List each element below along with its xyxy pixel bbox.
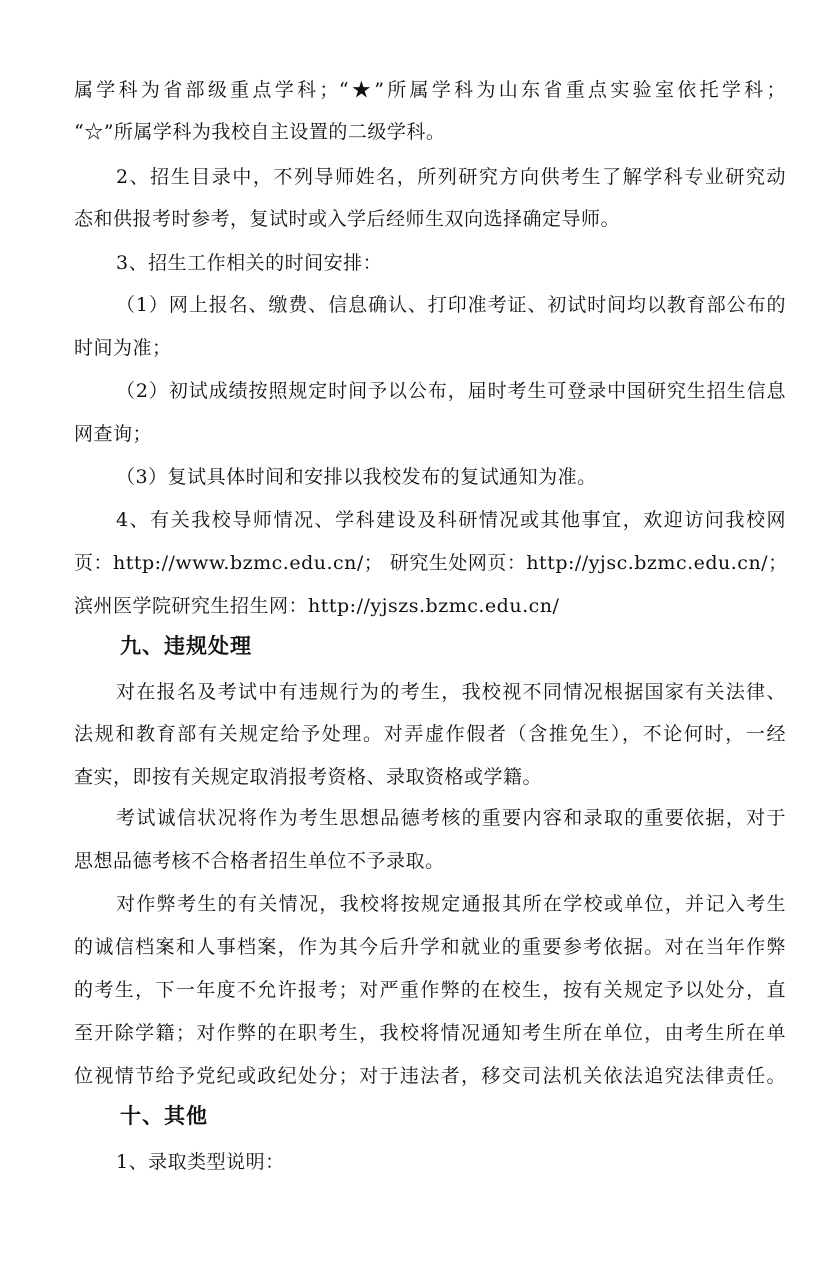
item3-sub1-line-2: 时间为准；: [74, 337, 172, 359]
section10-item1: 1、录取类型说明：: [116, 1151, 285, 1173]
item2-line-1: 2、招生目录中，不列导师姓名，所列研究方向供考生了解学科专业研究动: [116, 166, 786, 188]
section9-para3-line-4: 至开除学籍；对作弊的在职考生，我校将情况通知考生所在单位，由考生所在单: [74, 1022, 786, 1044]
intro-line-2: “☆”所属学科为我校自主设置的二级学科。: [74, 121, 446, 143]
section9-para3-line-3: 的考生，下一年度不允许报考；对严重作弊的在校生，按有关规定予以处分，直: [74, 979, 786, 1001]
item4-line-3: 滨州医学院研究生招生网：http://yjszs.bzmc.edu.cn/: [74, 595, 560, 617]
section9-para3-line-1: 对作弊考生的有关情况，我校将按规定通报其所在学校或单位，并记入考生: [116, 893, 786, 915]
item4-line-2: 页：http://www.bzmc.edu.cn/； 研究生处网页：http://yjsc.bzmc.edu.cn/；: [74, 552, 788, 574]
section9-para2-line-2: 思想品德考核不合格者招生单位不予录取。: [74, 850, 445, 872]
item3-title: 3、招生工作相关的时间安排：: [116, 252, 383, 274]
section9-para3-line-2: 的诚信档案和人事档案，作为其今后升学和就业的重要参考依据。对在当年作弊: [74, 936, 786, 958]
section9-para2-line-1: 考试诚信状况将作为考生思想品德考核的重要内容和录取的重要依据，对于: [116, 807, 786, 829]
item3-sub3: （3）复试具体时间和安排以我校发布的复试通知为准。: [116, 466, 597, 488]
intro-line-1: 属学科为省部级重点学科；“★”所属学科为山东省重点实验室依托学科；: [74, 79, 786, 101]
section9-heading: 九、违规处理: [120, 634, 252, 658]
item3-sub2-line-1: （2）初试成绩按照规定时间予以公布，届时考生可登录中国研究生招生信息: [116, 380, 786, 402]
section10-heading: 十、其他: [120, 1104, 208, 1128]
item3-sub2-line-2: 网查询；: [74, 423, 153, 445]
section9-para1-line-2: 法规和教育部有关规定给予处理。对弄虚作假者（含推免生），不论何时，一经: [74, 723, 786, 745]
section9-para1-line-1: 对在报名及考试中有违规行为的考生，我校视不同情况根据国家有关法律、: [116, 681, 786, 703]
item2-line-2: 态和供报考时参考，复试时或入学后经师生双向选择确定导师。: [74, 208, 621, 230]
item3-sub1-line-1: （1）网上报名、缴费、信息确认、打印准考证、初试时间均以教育部公布的: [116, 294, 786, 316]
section9-para3-line-5: 位视情节给予党纪或政纪处分；对于违法者，移交司法机关依法追究法律责任。: [74, 1065, 786, 1087]
item4-line-1: 4、有关我校导师情况、学科建设及科研情况或其他事宜，欢迎访问我校网: [116, 509, 786, 531]
section9-para1-line-3: 查实，即按有关规定取消报考资格、录取资格或学籍。: [74, 766, 543, 788]
